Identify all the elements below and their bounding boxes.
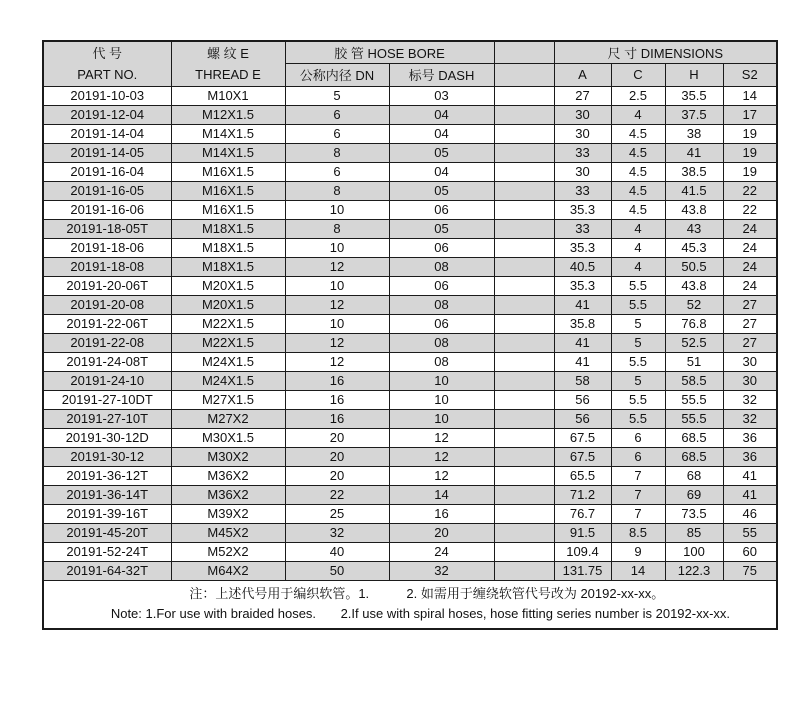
cell-thread: M16X1.5 <box>171 162 285 181</box>
cell-dash: 06 <box>389 200 494 219</box>
cell-thread: M39X2 <box>171 504 285 523</box>
cell-dash: 04 <box>389 124 494 143</box>
cell-spacer <box>494 124 554 143</box>
table-row <box>43 390 777 409</box>
cell-s2: 46 <box>723 504 777 523</box>
header-thread-zh: 螺 纹 E <box>207 45 249 61</box>
cell-a: 33 <box>554 181 611 200</box>
cell-spacer <box>494 219 554 238</box>
cell-c: 6 <box>611 447 665 466</box>
cell-part-no: 20191-30-12D <box>43 428 171 447</box>
notes-row <box>43 580 777 629</box>
cell-thread: M36X2 <box>171 466 285 485</box>
table-row <box>43 105 777 124</box>
cell-dn: 12 <box>285 352 389 371</box>
cell-s2: 14 <box>723 86 777 105</box>
header-part-no-en: PART NO. <box>77 66 138 82</box>
table-body <box>43 86 777 580</box>
cell-thread: M10X1 <box>171 86 285 105</box>
table-row <box>43 295 777 314</box>
cell-c: 4 <box>611 219 665 238</box>
cell-a: 35.3 <box>554 200 611 219</box>
cell-s2: 36 <box>723 428 777 447</box>
header-h: H <box>665 63 723 86</box>
cell-s2: 27 <box>723 295 777 314</box>
table-row <box>43 200 777 219</box>
table-header <box>43 41 777 86</box>
cell-c: 2.5 <box>611 86 665 105</box>
cell-c: 4.5 <box>611 181 665 200</box>
cell-s2: 22 <box>723 200 777 219</box>
cell-dn: 12 <box>285 295 389 314</box>
cell-spacer <box>494 276 554 295</box>
cell-s2: 24 <box>723 276 777 295</box>
cell-dash: 04 <box>389 162 494 181</box>
cell-dash: 12 <box>389 428 494 447</box>
cell-part-no: 20191-39-16T <box>43 504 171 523</box>
cell-a: 71.2 <box>554 485 611 504</box>
table-row <box>43 409 777 428</box>
cell-part-no: 20191-27-10T <box>43 409 171 428</box>
cell-part-no: 20191-18-08 <box>43 257 171 276</box>
cell-dn: 12 <box>285 333 389 352</box>
cell-dash: 08 <box>389 295 494 314</box>
cell-thread: M16X1.5 <box>171 200 285 219</box>
cell-part-no: 20191-24-10 <box>43 371 171 390</box>
cell-spacer <box>494 428 554 447</box>
table-row <box>43 447 777 466</box>
note-line-en <box>50 604 770 624</box>
cell-spacer <box>494 314 554 333</box>
note-en-left: Note: 1.For use with braided hoses. <box>110 606 317 622</box>
cell-s2: 30 <box>723 352 777 371</box>
cell-a: 56 <box>554 390 611 409</box>
header-dash: 标号 DASH <box>389 63 494 86</box>
cell-h: 43 <box>665 219 723 238</box>
cell-thread: M12X1.5 <box>171 105 285 124</box>
cell-s2: 32 <box>723 409 777 428</box>
cell-a: 30 <box>554 124 611 143</box>
cell-c: 4 <box>611 105 665 124</box>
cell-c: 5 <box>611 371 665 390</box>
cell-h: 58.5 <box>665 371 723 390</box>
cell-spacer <box>494 371 554 390</box>
cell-spacer <box>494 143 554 162</box>
cell-a: 131.75 <box>554 561 611 580</box>
cell-part-no: 20191-16-06 <box>43 200 171 219</box>
cell-h: 41 <box>665 143 723 162</box>
cell-dash: 06 <box>389 238 494 257</box>
cell-s2: 24 <box>723 257 777 276</box>
cell-s2: 55 <box>723 523 777 542</box>
cell-thread: M30X2 <box>171 447 285 466</box>
table-row <box>43 523 777 542</box>
table-row <box>43 504 777 523</box>
cell-dn: 8 <box>285 143 389 162</box>
table-row <box>43 485 777 504</box>
cell-dn: 16 <box>285 371 389 390</box>
table-row <box>43 466 777 485</box>
cell-a: 41 <box>554 295 611 314</box>
cell-s2: 19 <box>723 143 777 162</box>
note-zh-right: 2. 如需用于缠绕软管代号改为 20192-xx-xx。 <box>406 586 665 602</box>
cell-dash: 32 <box>389 561 494 580</box>
table-row <box>43 219 777 238</box>
cell-spacer <box>494 238 554 257</box>
header-s2: S2 <box>723 63 777 86</box>
cell-a: 41 <box>554 352 611 371</box>
cell-dn: 25 <box>285 504 389 523</box>
cell-a: 35.3 <box>554 276 611 295</box>
cell-a: 27 <box>554 86 611 105</box>
cell-part-no: 20191-20-06T <box>43 276 171 295</box>
cell-spacer <box>494 333 554 352</box>
cell-part-no: 20191-22-06T <box>43 314 171 333</box>
cell-thread: M14X1.5 <box>171 124 285 143</box>
cell-c: 5 <box>611 314 665 333</box>
cell-dn: 5 <box>285 86 389 105</box>
header-c: C <box>611 63 665 86</box>
cell-dash: 08 <box>389 333 494 352</box>
cell-dash: 12 <box>389 466 494 485</box>
catalog-sheet <box>42 40 778 630</box>
cell-spacer <box>494 390 554 409</box>
table-row <box>43 561 777 580</box>
cell-h: 38 <box>665 124 723 143</box>
cell-part-no: 20191-36-12T <box>43 466 171 485</box>
table-row <box>43 352 777 371</box>
cell-thread: M16X1.5 <box>171 181 285 200</box>
header-group-dimensions: 尺 寸 DIMENSIONS <box>554 41 777 63</box>
cell-thread: M24X1.5 <box>171 352 285 371</box>
cell-s2: 19 <box>723 162 777 181</box>
cell-a: 30 <box>554 162 611 181</box>
cell-h: 55.5 <box>665 390 723 409</box>
cell-s2: 36 <box>723 447 777 466</box>
table-row <box>43 143 777 162</box>
cell-a: 67.5 <box>554 428 611 447</box>
cell-s2: 41 <box>723 485 777 504</box>
cell-dash: 05 <box>389 219 494 238</box>
cell-part-no: 20191-16-05 <box>43 181 171 200</box>
note-line-zh <box>50 584 770 604</box>
cell-spacer <box>494 86 554 105</box>
cell-thread: M36X2 <box>171 485 285 504</box>
cell-spacer <box>494 257 554 276</box>
cell-a: 41 <box>554 333 611 352</box>
cell-part-no: 20191-14-04 <box>43 124 171 143</box>
cell-c: 5.5 <box>611 295 665 314</box>
cell-h: 35.5 <box>665 86 723 105</box>
cell-thread: M52X2 <box>171 542 285 561</box>
cell-dash: 20 <box>389 523 494 542</box>
cell-c: 7 <box>611 504 665 523</box>
cell-s2: 60 <box>723 542 777 561</box>
cell-a: 65.5 <box>554 466 611 485</box>
cell-thread: M24X1.5 <box>171 371 285 390</box>
cell-c: 4 <box>611 238 665 257</box>
cell-c: 4.5 <box>611 200 665 219</box>
cell-a: 109.4 <box>554 542 611 561</box>
cell-s2: 30 <box>723 371 777 390</box>
cell-part-no: 20191-24-08T <box>43 352 171 371</box>
cell-part-no: 20191-16-04 <box>43 162 171 181</box>
cell-dash: 10 <box>389 371 494 390</box>
cell-c: 6 <box>611 428 665 447</box>
cell-spacer <box>494 447 554 466</box>
cell-a: 67.5 <box>554 447 611 466</box>
cell-part-no: 20191-52-24T <box>43 542 171 561</box>
cell-part-no: 20191-10-03 <box>43 86 171 105</box>
note-zh-left: 注：上述代号用于编织软管。1. <box>189 586 370 602</box>
cell-c: 7 <box>611 466 665 485</box>
header-part-no <box>43 41 171 86</box>
cell-dn: 12 <box>285 257 389 276</box>
cell-h: 50.5 <box>665 257 723 276</box>
cell-thread: M45X2 <box>171 523 285 542</box>
cell-dash: 05 <box>389 181 494 200</box>
cell-c: 5 <box>611 333 665 352</box>
header-row-groups <box>43 41 777 63</box>
cell-spacer <box>494 485 554 504</box>
cell-dn: 20 <box>285 447 389 466</box>
cell-part-no: 20191-18-05T <box>43 219 171 238</box>
cell-a: 35.3 <box>554 238 611 257</box>
header-spacer-bottom <box>494 63 554 86</box>
cell-h: 52 <box>665 295 723 314</box>
table-row <box>43 428 777 447</box>
cell-dash: 06 <box>389 276 494 295</box>
cell-h: 55.5 <box>665 409 723 428</box>
cell-dn: 10 <box>285 314 389 333</box>
cell-thread: M20X1.5 <box>171 295 285 314</box>
cell-dn: 16 <box>285 390 389 409</box>
table-row <box>43 257 777 276</box>
header-part-no-zh: 代 号 <box>92 45 123 61</box>
cell-spacer <box>494 542 554 561</box>
cell-s2: 41 <box>723 466 777 485</box>
cell-spacer <box>494 409 554 428</box>
cell-h: 68.5 <box>665 447 723 466</box>
cell-c: 4 <box>611 257 665 276</box>
cell-part-no: 20191-30-12 <box>43 447 171 466</box>
cell-part-no: 20191-20-08 <box>43 295 171 314</box>
cell-s2: 24 <box>723 238 777 257</box>
cell-spacer <box>494 352 554 371</box>
cell-spacer <box>494 295 554 314</box>
cell-thread: M27X2 <box>171 409 285 428</box>
cell-a: 35.8 <box>554 314 611 333</box>
cell-dn: 16 <box>285 409 389 428</box>
cell-c: 14 <box>611 561 665 580</box>
cell-h: 41.5 <box>665 181 723 200</box>
cell-a: 40.5 <box>554 257 611 276</box>
table-row <box>43 162 777 181</box>
cell-dn: 40 <box>285 542 389 561</box>
cell-h: 85 <box>665 523 723 542</box>
cell-dn: 20 <box>285 428 389 447</box>
cell-c: 5.5 <box>611 352 665 371</box>
cell-dn: 20 <box>285 466 389 485</box>
cell-a: 33 <box>554 143 611 162</box>
cell-a: 33 <box>554 219 611 238</box>
header-thread-en: THREAD E <box>195 66 261 82</box>
cell-thread: M14X1.5 <box>171 143 285 162</box>
cell-dash: 06 <box>389 314 494 333</box>
cell-h: 69 <box>665 485 723 504</box>
cell-dash: 10 <box>389 409 494 428</box>
cell-part-no: 20191-14-05 <box>43 143 171 162</box>
table-row <box>43 238 777 257</box>
header-dn: 公称内径 DN <box>285 63 389 86</box>
cell-thread: M22X1.5 <box>171 314 285 333</box>
cell-s2: 22 <box>723 181 777 200</box>
cell-dash: 24 <box>389 542 494 561</box>
cell-a: 56 <box>554 409 611 428</box>
table-row <box>43 371 777 390</box>
cell-dash: 04 <box>389 105 494 124</box>
cell-h: 43.8 <box>665 276 723 295</box>
cell-thread: M18X1.5 <box>171 257 285 276</box>
cell-dash: 16 <box>389 504 494 523</box>
notes-cell <box>43 580 777 629</box>
cell-part-no: 20191-64-32T <box>43 561 171 580</box>
cell-dn: 32 <box>285 523 389 542</box>
cell-c: 7 <box>611 485 665 504</box>
cell-dash: 14 <box>389 485 494 504</box>
cell-h: 68 <box>665 466 723 485</box>
table-row <box>43 181 777 200</box>
cell-part-no: 20191-18-06 <box>43 238 171 257</box>
table-row <box>43 333 777 352</box>
cell-dn: 10 <box>285 200 389 219</box>
note-en-right: 2.If use with spiral hoses, hose fitting series number is 20192-xx-xx. <box>340 606 731 622</box>
cell-a: 58 <box>554 371 611 390</box>
cell-h: 68.5 <box>665 428 723 447</box>
cell-dn: 10 <box>285 276 389 295</box>
table-footer <box>43 580 777 629</box>
cell-spacer <box>494 523 554 542</box>
cell-c: 4.5 <box>611 124 665 143</box>
cell-a: 30 <box>554 105 611 124</box>
cell-s2: 17 <box>723 105 777 124</box>
cell-s2: 75 <box>723 561 777 580</box>
cell-dn: 8 <box>285 219 389 238</box>
cell-spacer <box>494 561 554 580</box>
cell-spacer <box>494 105 554 124</box>
cell-s2: 27 <box>723 314 777 333</box>
cell-dash: 08 <box>389 352 494 371</box>
cell-h: 73.5 <box>665 504 723 523</box>
cell-c: 4.5 <box>611 162 665 181</box>
cell-thread: M18X1.5 <box>171 219 285 238</box>
table-row <box>43 276 777 295</box>
cell-spacer <box>494 181 554 200</box>
cell-c: 5.5 <box>611 276 665 295</box>
cell-c: 9 <box>611 542 665 561</box>
cell-s2: 27 <box>723 333 777 352</box>
cell-spacer <box>494 162 554 181</box>
cell-c: 8.5 <box>611 523 665 542</box>
cell-dash: 08 <box>389 257 494 276</box>
cell-spacer <box>494 466 554 485</box>
cell-h: 122.3 <box>665 561 723 580</box>
cell-s2: 32 <box>723 390 777 409</box>
header-group-hose-bore: 胶 管 HOSE BORE <box>285 41 494 63</box>
table-row <box>43 124 777 143</box>
cell-thread: M20X1.5 <box>171 276 285 295</box>
cell-dn: 6 <box>285 162 389 181</box>
cell-a: 91.5 <box>554 523 611 542</box>
cell-dash: 05 <box>389 143 494 162</box>
cell-h: 52.5 <box>665 333 723 352</box>
table-row <box>43 314 777 333</box>
cell-dn: 50 <box>285 561 389 580</box>
header-a: A <box>554 63 611 86</box>
cell-dn: 10 <box>285 238 389 257</box>
cell-h: 38.5 <box>665 162 723 181</box>
cell-part-no: 20191-22-08 <box>43 333 171 352</box>
cell-thread: M64X2 <box>171 561 285 580</box>
cell-dn: 22 <box>285 485 389 504</box>
cell-s2: 24 <box>723 219 777 238</box>
cell-spacer <box>494 504 554 523</box>
cell-h: 100 <box>665 542 723 561</box>
cell-dash: 10 <box>389 390 494 409</box>
cell-h: 76.8 <box>665 314 723 333</box>
cell-thread: M30X1.5 <box>171 428 285 447</box>
cell-h: 37.5 <box>665 105 723 124</box>
cell-s2: 19 <box>723 124 777 143</box>
cell-h: 45.3 <box>665 238 723 257</box>
hose-fitting-spec-table <box>42 40 778 630</box>
cell-thread: M27X1.5 <box>171 390 285 409</box>
cell-dn: 6 <box>285 105 389 124</box>
cell-thread: M18X1.5 <box>171 238 285 257</box>
cell-c: 5.5 <box>611 390 665 409</box>
cell-c: 5.5 <box>611 409 665 428</box>
table-row <box>43 542 777 561</box>
cell-h: 51 <box>665 352 723 371</box>
cell-spacer <box>494 200 554 219</box>
cell-h: 43.8 <box>665 200 723 219</box>
cell-dn: 8 <box>285 181 389 200</box>
header-spacer-top <box>494 41 554 63</box>
cell-part-no: 20191-45-20T <box>43 523 171 542</box>
cell-dash: 03 <box>389 86 494 105</box>
cell-part-no: 20191-12-04 <box>43 105 171 124</box>
cell-c: 4.5 <box>611 143 665 162</box>
cell-thread: M22X1.5 <box>171 333 285 352</box>
cell-dash: 12 <box>389 447 494 466</box>
cell-part-no: 20191-36-14T <box>43 485 171 504</box>
header-thread <box>171 41 285 86</box>
cell-part-no: 20191-27-10DT <box>43 390 171 409</box>
cell-a: 76.7 <box>554 504 611 523</box>
table-row <box>43 86 777 105</box>
cell-dn: 6 <box>285 124 389 143</box>
